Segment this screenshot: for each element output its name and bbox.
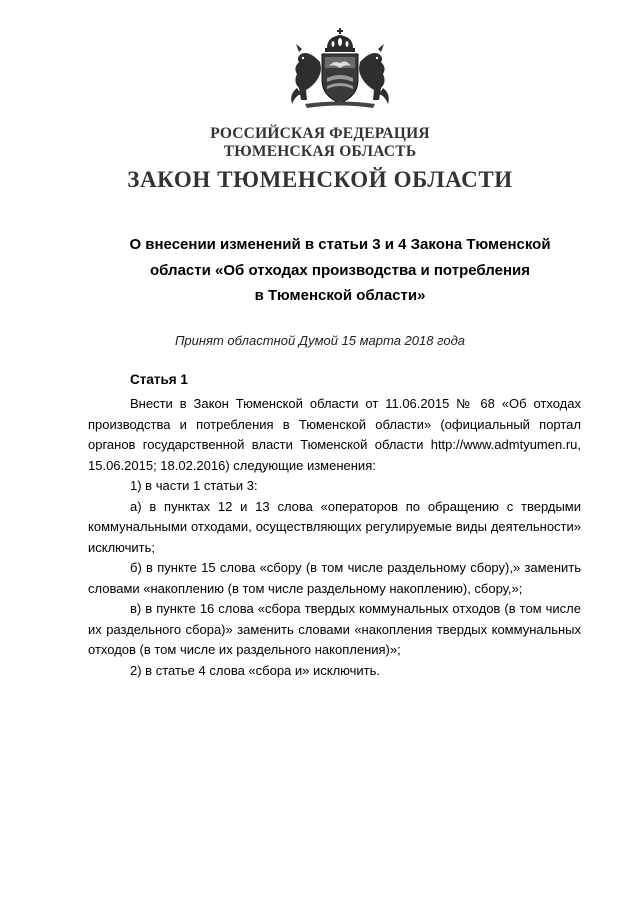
article-paragraph: в) в пункте 16 слова «сбора твердых коммунальных отходов (в том числе их раздельного сбора)» заменить словами «накопления твердых коммунальных отходов (в том числе их раздельного накопления)»; — [88, 601, 581, 657]
base-ribbon-icon — [305, 102, 375, 109]
law-title-line: в Тюменской области» — [254, 287, 426, 304]
article-paragraph: а) в пунктах 12 и 13 слова «операторов по обращению с твердыми коммунальными отходами, осуществляющих регулируемые виды деятельности» исключить; — [88, 498, 581, 555]
law-title-line: области «Об отходах производства и потребления — [150, 261, 530, 279]
adoption-note: Принят областной Думой 15 марта 2018 года — [175, 333, 465, 348]
article-paragraph: 1) в части 1 статьи 3: — [130, 478, 258, 493]
article-heading: Статья 1 — [130, 372, 188, 387]
left-sable-supporter-icon — [291, 44, 321, 104]
article-paragraph: б) в пункте 15 слова «сбору (в том числе раздельному сбору),» заменить словами «накоплению (в том числе раздельному накоплению), сбору,»; — [88, 560, 581, 596]
shield-icon — [322, 54, 358, 103]
coat-of-arms-emblem — [287, 28, 393, 110]
header-country: РОССИЙСКАЯ ФЕДЕРАЦИЯ — [210, 125, 430, 142]
article-paragraph: 2) в статье 4 слова «сбора и» исключить. — [130, 662, 381, 678]
article-body — [88, 394, 581, 681]
article-paragraph: Внести в Закон Тюменской области от 11.06.2015 № 68 «Об отходах производства и потребления в Тюменской области» (официальный портал органов государственной власти Тюменской области http://www.admtyumen.ru, 15.06.2015; 18.02.2016) следующие изменения: — [88, 396, 581, 473]
law-title — [80, 232, 600, 309]
header-region: ТЮМЕНСКАЯ ОБЛАСТЬ — [223, 143, 417, 160]
law-title-line: О внесении изменений в статьи 3 и 4 Закона Тюменской — [129, 236, 551, 253]
document-type-heading: ЗАКОН ТЮМЕНСКОЙ ОБЛАСТИ — [127, 167, 513, 192]
crown-icon — [325, 28, 355, 52]
right-sable-supporter-icon — [359, 44, 389, 104]
